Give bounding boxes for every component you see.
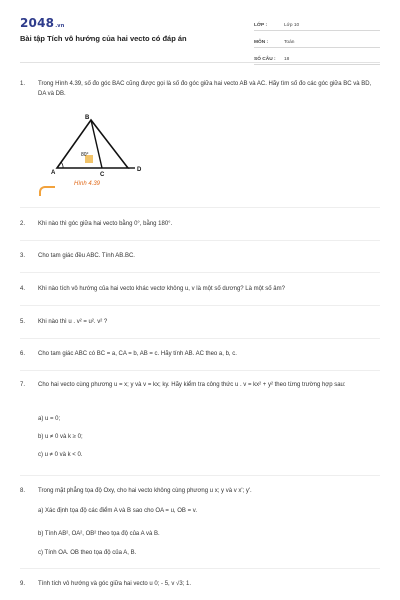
question-text: Cho tam giác ABC có BC = a, CA = b, AB = c. Hãy tính AB. AC theo a, b, c.	[38, 351, 237, 357]
question-2	[20, 220, 380, 230]
page-header	[0, 0, 400, 62]
brand-name: 2048	[20, 16, 55, 30]
meta-value: Lớp 10	[284, 23, 300, 28]
question-8	[20, 487, 380, 556]
brand-suffix: .vn	[55, 23, 65, 29]
question-number: 2.	[20, 221, 26, 227]
question-text: Khi nào tích vô hướng của hai vecto khác vectơ không u, v là một số dương? Là một số âm?	[38, 286, 285, 292]
question-number: 1.	[20, 81, 26, 87]
question-number: 3.	[20, 253, 26, 259]
label-b: B	[85, 115, 90, 121]
question-text: Khi nào thì u . v² = u². v² ?	[38, 319, 108, 325]
section-divider	[20, 370, 380, 371]
subquestion-c: c) u ≠ 0 và k < 0.	[38, 452, 83, 458]
question-text: Cho tam giác đều ABC. Tính AB.BC.	[38, 253, 135, 259]
subquestion-b: b) u ≠ 0 và k ≥ 0;	[38, 434, 83, 440]
question-number: 6.	[20, 351, 26, 357]
question-text: Trong Hình 4.39, số đo góc BAC cũng được gọi là số đo góc giữa hai vecto AB và AC. Hãy tìm số đo các góc giữa BC và BD, DA và DB.	[38, 81, 372, 97]
section-divider	[20, 207, 380, 208]
triangle-figure	[45, 110, 160, 195]
question-4	[20, 285, 380, 295]
meta-table	[254, 17, 380, 68]
subquestion-c: c) Tính OA. OB theo tọa độ của A, B.	[38, 550, 137, 556]
meta-value: Toán	[284, 40, 295, 45]
question-number: 8.	[20, 488, 26, 494]
label-a: A	[51, 170, 56, 176]
decorative-mark	[39, 186, 55, 196]
section-divider	[20, 475, 380, 476]
question-number: 9.	[20, 581, 26, 587]
meta-value: 18	[284, 57, 290, 62]
question-3	[20, 252, 380, 262]
brand-logo[interactable]	[20, 16, 65, 30]
angle-arc-a	[61, 162, 63, 168]
question-number: 5.	[20, 319, 26, 325]
document-title: Bài tập Tích vô hướng của hai vecto có đáp án	[20, 34, 187, 43]
meta-key: MÔN :	[254, 40, 269, 45]
meta-key: SỐ CÂU :	[254, 57, 276, 62]
section-divider	[20, 305, 380, 306]
question-text: Cho hai vecto cùng phương u = x; y và v = kx; ky. Hãy kiểm tra công thức u . v = kx² + y² theo từng trường hợp sau:	[38, 382, 346, 388]
label-angle: 80°	[81, 152, 89, 158]
section-divider	[20, 240, 380, 241]
question-5	[20, 318, 380, 328]
section-divider	[20, 272, 380, 273]
figure-caption: Hình 4.39	[74, 181, 101, 187]
subquestion-b: b) Tính AB², OA², OB² theo tọa độ của A và B.	[38, 531, 160, 537]
meta-row-class	[254, 17, 380, 31]
label-c: C	[100, 172, 105, 178]
meta-key: LỚP :	[254, 23, 268, 28]
question-6	[20, 350, 380, 360]
question-1	[20, 80, 380, 99]
header-divider	[20, 62, 380, 63]
question-number: 7.	[20, 382, 26, 388]
subquestion-a: a) Xác định tọa độ các điểm A và B sao cho OA = u, OB = v.	[38, 508, 197, 514]
question-7	[20, 381, 380, 458]
label-d: D	[137, 167, 142, 173]
question-text: Khi nào thì góc giữa hai vecto bằng 0°, bằng 180°.	[38, 221, 173, 227]
meta-row-subject	[254, 34, 380, 48]
question-text: Tính tích vô hướng và góc giữa hai vecto u 0; - 5, v √3; 1.	[38, 581, 192, 587]
question-text: Trong mặt phẳng tọa độ Oxy, cho hai vecto không cùng phương u x; y và v x'; y'.	[38, 488, 252, 494]
question-number: 4.	[20, 286, 26, 292]
section-divider	[20, 338, 380, 339]
question-9	[20, 580, 380, 590]
subquestion-a: a) u = 0;	[38, 416, 61, 422]
section-divider	[20, 568, 380, 569]
